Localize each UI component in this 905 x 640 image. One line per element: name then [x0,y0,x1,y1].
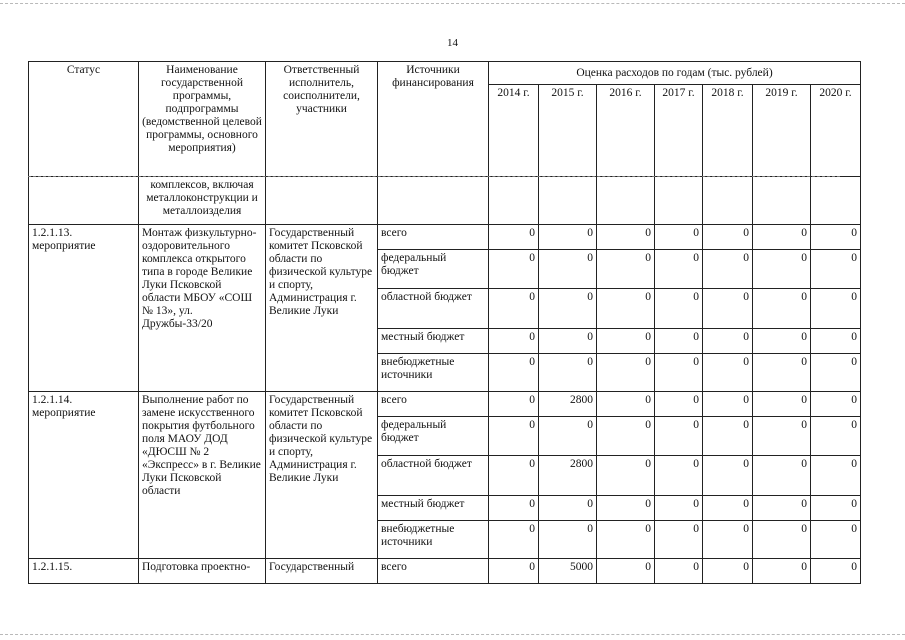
value-cell: 0 [489,456,539,496]
value-cell: 0 [597,329,655,354]
header-year-2016: 2016 г. [597,85,655,177]
value-cell: 0 [811,521,861,559]
value-cell: 0 [489,225,539,250]
header-year-2014: 2014 г. [489,85,539,177]
value-cell: 0 [597,354,655,392]
value-cell: 0 [753,559,811,584]
row-source: областной бюджет [378,289,489,329]
value-cell: 0 [655,289,703,329]
row-source: местный бюджет [378,496,489,521]
value-cell: 0 [539,289,597,329]
value-cell: 0 [753,392,811,417]
row-source: внебюджетные источники [378,354,489,392]
header-row-1 [29,62,861,85]
value-cell: 5000 [539,559,597,584]
row-code: 1.2.1.13. мероприятие [29,225,139,392]
table-row [29,225,861,250]
value-cell: 0 [753,417,811,456]
value-cell: 0 [811,496,861,521]
header-executor: Ответственный исполнитель, соисполнители, участники [266,62,378,177]
value-cell: 0 [539,329,597,354]
table-row [29,559,861,584]
value-cell: 0 [703,392,753,417]
value-cell: 0 [539,417,597,456]
value-cell: 0 [539,354,597,392]
value-cell: 0 [703,354,753,392]
value-cell: 0 [811,289,861,329]
row-source: внебюджетные источники [378,521,489,559]
header-expense-group: Оценка расходов по годам (тыс. рублей) [489,62,861,85]
value-cell: 0 [753,250,811,289]
value-cell: 0 [655,392,703,417]
value-cell: 0 [655,354,703,392]
value-cell: 2800 [539,392,597,417]
value-cell: 0 [753,354,811,392]
value-cell: 0 [655,456,703,496]
value-cell: 0 [811,417,861,456]
row-executor: Государственный комитет Псковской области по физической культуре и спорту, Администрация г. Великие Луки [266,392,378,559]
continuation-source [378,177,489,225]
header-status: Статус [29,62,139,177]
value-cell: 0 [811,329,861,354]
table-row [29,392,861,417]
value-cell: 0 [489,559,539,584]
header-year-2015: 2015 г. [539,85,597,177]
scan-edge-bottom [0,634,905,636]
value-cell: 0 [597,250,655,289]
row-code: 1.2.1.15. [29,559,139,584]
value-cell: 0 [539,250,597,289]
value-cell: 0 [539,225,597,250]
value-cell: 0 [811,559,861,584]
value-cell: 0 [811,250,861,289]
row-source: местный бюджет [378,329,489,354]
scan-edge-top [0,3,905,5]
row-program-name: Выполнение работ по замене искусственного покрытия футбольного поля МАОУ ДОД «ДЮСШ № 2 «Экспресс» в г. Великие Луки Псковской области [139,392,266,559]
value-cell: 0 [489,354,539,392]
value-cell: 0 [597,456,655,496]
value-cell: 0 [811,225,861,250]
value-cell: 0 [703,456,753,496]
value-cell: 0 [655,496,703,521]
value-cell: 0 [703,417,753,456]
value-cell: 0 [703,521,753,559]
value-cell: 0 [655,521,703,559]
continuation-executor [266,177,378,225]
value-cell: 0 [753,329,811,354]
value-cell: 0 [703,559,753,584]
value-cell: 0 [597,225,655,250]
value-cell: 0 [539,521,597,559]
header-year-2017: 2017 г. [655,85,703,177]
row-source: федеральный бюджет [378,417,489,456]
value-cell: 0 [655,329,703,354]
value-cell: 0 [811,354,861,392]
row-source: всего [378,225,489,250]
value-cell: 0 [703,250,753,289]
value-cell: 2800 [539,456,597,496]
value-cell: 0 [753,496,811,521]
row-source: всего [378,559,489,584]
value-cell: 0 [655,250,703,289]
value-cell: 0 [753,289,811,329]
value-cell: 0 [489,392,539,417]
value-cell: 0 [489,521,539,559]
value-cell: 0 [753,521,811,559]
value-cell: 0 [597,496,655,521]
value-cell: 0 [703,329,753,354]
value-cell: 0 [597,417,655,456]
value-cell: 0 [597,521,655,559]
continuation-status [29,177,139,225]
continuation-row [29,177,861,225]
value-cell: 0 [597,392,655,417]
row-source: всего [378,392,489,417]
value-cell: 0 [539,496,597,521]
header-year-2019: 2019 г. [753,85,811,177]
header-year-2018: 2018 г. [703,85,753,177]
value-cell: 0 [703,225,753,250]
value-cell: 0 [597,559,655,584]
value-cell: 0 [655,559,703,584]
value-cell: 0 [489,496,539,521]
page-number: 14 [447,37,458,49]
expense-table [28,61,861,584]
value-cell: 0 [703,496,753,521]
row-source: федеральный бюджет [378,250,489,289]
continuation-divider [28,176,840,177]
row-code: 1.2.1.14. мероприятие [29,392,139,559]
row-executor: Государственный комитет Псковской области по физической культуре и спорту, Администрация г. Великие Луки [266,225,378,392]
value-cell: 0 [489,289,539,329]
value-cell: 0 [753,456,811,496]
value-cell: 0 [597,289,655,329]
row-executor: Государственный [266,559,378,584]
value-cell: 0 [811,456,861,496]
value-cell: 0 [489,250,539,289]
row-source: областной бюджет [378,456,489,496]
header-program-name: Наименование государственной программы, подпрограммы (ведомственной целевой программы, основного мероприятия) [139,62,266,177]
value-cell: 0 [811,392,861,417]
value-cell: 0 [655,417,703,456]
value-cell: 0 [753,225,811,250]
value-cell: 0 [703,289,753,329]
continuation-name: комплексов, включая металлоконструкции и металлоизделия [139,177,266,225]
header-year-2020: 2020 г. [811,85,861,177]
value-cell: 0 [489,329,539,354]
row-program-name: Монтаж физкультурно-оздоровительного комплекса открытого типа в городе Великие Луки Псковской области МБОУ «СОШ № 13», ул. Дружбы-33/20 [139,225,266,392]
row-program-name: Подготовка проектно- [139,559,266,584]
header-sources: Источники финансирования [378,62,489,177]
value-cell: 0 [655,225,703,250]
value-cell: 0 [489,417,539,456]
